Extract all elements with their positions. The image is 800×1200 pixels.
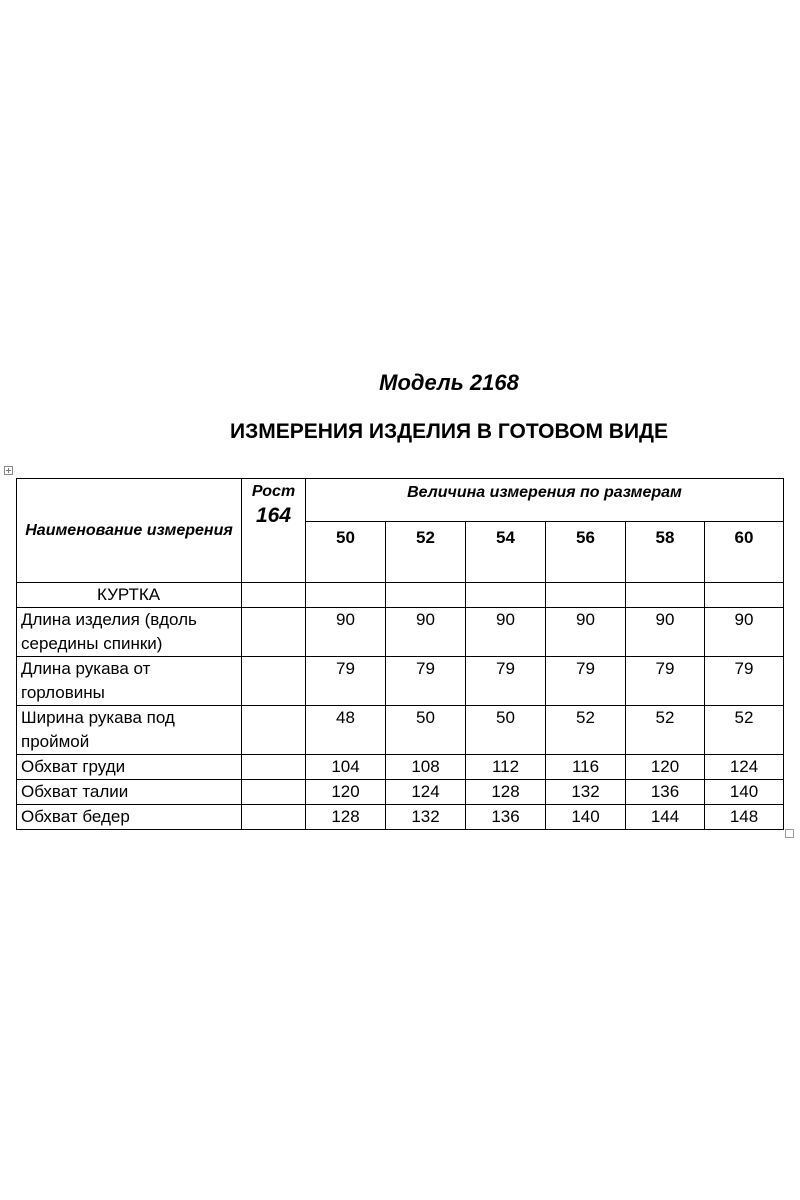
value-cell: 79 — [466, 657, 546, 706]
section-label: КУРТКА — [17, 583, 242, 608]
row-label: Обхват груди — [17, 755, 242, 780]
height-value: 164 — [255, 504, 292, 527]
size-header: 50 — [306, 522, 386, 583]
table-row — [17, 608, 784, 657]
row-label: Длина изделия (вдоль середины спинки) — [17, 608, 242, 657]
value-cell: 52 — [546, 706, 626, 755]
value-cell: 79 — [705, 657, 784, 706]
height-cell — [242, 755, 306, 780]
value-cell: 48 — [306, 706, 386, 755]
size-header: 56 — [546, 522, 626, 583]
value-cell: 79 — [386, 657, 466, 706]
value-cell: 90 — [546, 608, 626, 657]
empty-cell — [546, 583, 626, 608]
height-header — [242, 479, 306, 583]
measurements-table — [16, 478, 784, 830]
empty-cell — [705, 583, 784, 608]
height-label: Рост — [251, 483, 296, 500]
row-label: Обхват талии — [17, 780, 242, 805]
height-cell — [242, 706, 306, 755]
value-cell: 79 — [306, 657, 386, 706]
size-header: 54 — [466, 522, 546, 583]
value-cell: 79 — [546, 657, 626, 706]
value-cell: 140 — [546, 805, 626, 830]
value-cell: 128 — [306, 805, 386, 830]
table-row — [17, 805, 784, 830]
value-cell: 90 — [386, 608, 466, 657]
value-cell: 79 — [626, 657, 705, 706]
table-row — [17, 780, 784, 805]
measurement-name-header: Наименование измерения — [17, 479, 242, 583]
height-cell — [242, 608, 306, 657]
value-cell: 124 — [705, 755, 784, 780]
value-cell: 52 — [626, 706, 705, 755]
value-cell: 90 — [705, 608, 784, 657]
value-cell: 140 — [705, 780, 784, 805]
empty-cell — [242, 583, 306, 608]
value-cell: 50 — [466, 706, 546, 755]
table-row — [17, 657, 784, 706]
value-cell: 104 — [306, 755, 386, 780]
row-label: Длина рукава от горловины — [17, 657, 242, 706]
value-cell: 52 — [705, 706, 784, 755]
table-move-handle-icon[interactable] — [4, 466, 13, 475]
value-cell: 136 — [466, 805, 546, 830]
value-cell: 112 — [466, 755, 546, 780]
value-cell: 124 — [386, 780, 466, 805]
value-cell: 90 — [626, 608, 705, 657]
value-cell: 148 — [705, 805, 784, 830]
sizes-group-label: Величина измерения по размерам — [407, 484, 682, 501]
table-row — [17, 706, 784, 755]
value-cell: 120 — [306, 780, 386, 805]
table-row — [17, 755, 784, 780]
value-cell: 128 — [466, 780, 546, 805]
value-cell: 132 — [386, 805, 466, 830]
table-resize-handle-icon[interactable] — [785, 829, 794, 838]
value-cell: 90 — [466, 608, 546, 657]
header-row-top — [17, 479, 784, 522]
row-label: Ширина рукава под проймой — [17, 706, 242, 755]
height-cell — [242, 805, 306, 830]
sizes-group-header — [306, 479, 784, 522]
value-cell: 120 — [626, 755, 705, 780]
document-heading: ИЗМЕРЕНИЯ ИЗДЕЛИЯ В ГОТОВОМ ВИДЕ — [229, 420, 669, 443]
section-row — [17, 583, 784, 608]
row-label: Обхват бедер — [17, 805, 242, 830]
empty-cell — [466, 583, 546, 608]
value-cell: 144 — [626, 805, 705, 830]
value-cell: 136 — [626, 780, 705, 805]
size-header: 52 — [386, 522, 466, 583]
value-cell: 116 — [546, 755, 626, 780]
value-cell: 132 — [546, 780, 626, 805]
empty-cell — [306, 583, 386, 608]
model-title: Модель 2168 — [379, 370, 519, 395]
size-header: 58 — [626, 522, 705, 583]
value-cell: 90 — [306, 608, 386, 657]
empty-cell — [386, 583, 466, 608]
height-cell — [242, 657, 306, 706]
value-cell: 108 — [386, 755, 466, 780]
height-cell — [242, 780, 306, 805]
size-header: 60 — [705, 522, 784, 583]
value-cell: 50 — [386, 706, 466, 755]
empty-cell — [626, 583, 705, 608]
